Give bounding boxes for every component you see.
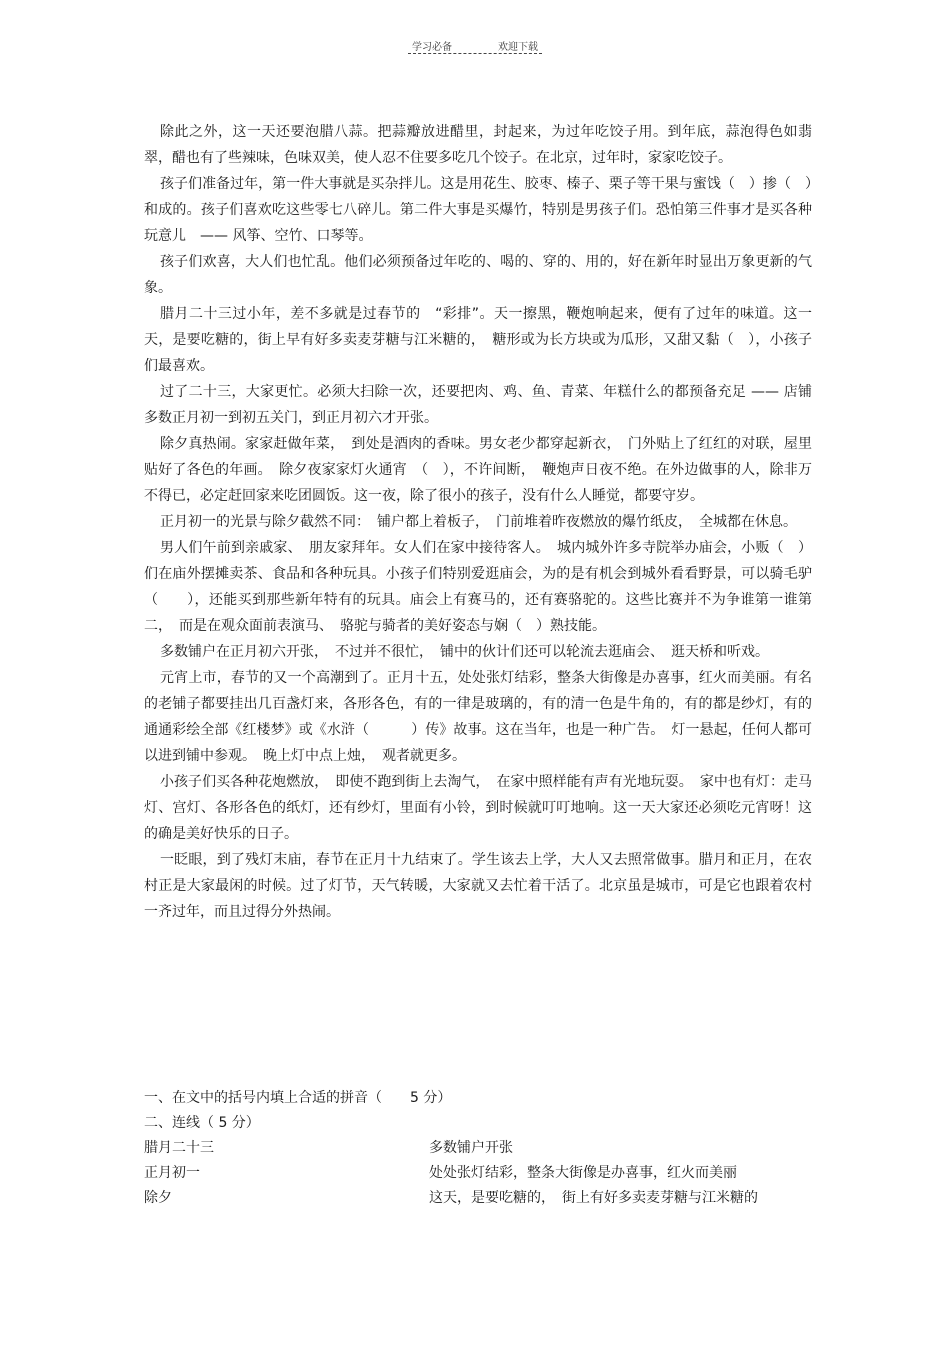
header-divider — [408, 53, 542, 54]
paragraph: 正月初一的光景与除夕截然不同： 铺户都上着板子， 门前堆着昨夜燃放的爆竹纸皮， 全城都在休息。 — [160, 514, 797, 530]
header-left-text: 学习必备 — [412, 42, 452, 53]
paragraph: 元宵上市，春节的又一个高潮到了。正月十五，处处张灯结彩，整条大街像是办喜事，红火而美丽。有名的老铺子都要挂出几百盏灯来，各形各色，有的一律是玻璃的，有的清一色是牛角的，有的都是纱灯，有的通通彩绘全部《红楼梦》或《水浒（ ）传》故事。这在当年，也是一种广告。 灯一悬起，任何人都可以进到铺中参观。 晚上灯中点上烛， 观者就更多。 — [144, 670, 812, 764]
paragraph: 男人们午前到亲戚家、 朋友家拜年。女人们在家中接待客人。 城内城外许多寺院举办庙会，小贩（ ）们在庙外摆摊卖茶、食品和各种玩具。小孩子们特别爱逛庙会，为的是有机会到城外看看野景，可以骑毛驴（ ），还能买到那些新年特有的玩具。庙会上有赛马的，还有赛骆驼的。这些比赛并不为争谁第一谁第二， 而是在观众面前表演马、 骆驼与骑者的美好姿态与娴（ ）熟技能。 — [144, 540, 812, 634]
matching-right-item: 这天，是要吃糖的， 街上有好多卖麦芽糖与江米糖的 — [429, 1190, 758, 1206]
paragraph: 腊月二十三过小年，差不多就是过春节的 “彩排”。天一擦黑，鞭炮响起来，便有了过年的味道。这一天，是要吃糖的，街上早有好多卖麦芽糖与江米糖的， 糖形或为长方块或为瓜形，又甜又黏（ ），小孩子们最喜欢。 — [144, 306, 812, 374]
page-header — [0, 38, 950, 53]
matching-left-item: 腊月二十三 — [144, 1140, 214, 1156]
matching-row — [144, 1136, 812, 1161]
header-right-text: 欢迎下载 — [498, 42, 538, 53]
matching-row — [144, 1186, 812, 1211]
matching-right-item: 处处张灯结彩，整条大街像是办喜事，红火而美丽 — [429, 1165, 737, 1181]
paragraph: 孩子们准备过年，第一件大事就是买杂拌儿。这是用花生、胶枣、榛子、栗子等干果与蜜饯（ ）掺（ ）和成的。孩子们喜欢吃这些零七八碎儿。第二件大事是买爆竹，特别是男孩子们。恐怕第三件事才是买各种玩意儿 —— 风筝、空竹、口琴等。 — [144, 176, 812, 244]
exercise-section — [144, 1086, 812, 1211]
matching-left-item: 除夕 — [144, 1190, 172, 1206]
paragraph: 除此之外，这一天还要泡腊八蒜。把蒜瓣放进醋里，封起来，为过年吃饺子用。到年底，蒜泡得色如翡翠，醋也有了些辣味，色味双美，使人忍不住要多吃几个饺子。在北京，过年时，家家吃饺子。 — [144, 124, 812, 166]
paragraph: 多数铺户在正月初六开张， 不过并不很忙， 铺中的伙计们还可以轮流去逛庙会、 逛天桥和听戏。 — [160, 644, 769, 660]
paragraph: 过了二十三，大家更忙。必须大扫除一次，还要把肉、鸡、鱼、青菜、年糕什么的都预备充足 —— 店铺多数正月初一到初五关门，到正月初六才开张。 — [144, 384, 812, 426]
matching-left-item: 正月初一 — [144, 1165, 200, 1181]
paragraph: 小孩子们买各种花炮燃放， 即使不跑到街上去淘气， 在家中照样能有声有光地玩耍。 家中也有灯：走马灯、宫灯、各形各色的纸灯，还有纱灯，里面有小铃，到时候就叮叮地响。这一天大家还必须吃元宵呀！这的确是美好快乐的日子。 — [144, 774, 812, 842]
question-matching: 二、连线（ 5 分） — [144, 1115, 260, 1131]
matching-right-item: 多数铺户开张 — [429, 1140, 513, 1156]
paragraph: 一眨眼，到了残灯末庙，春节在正月十九结束了。学生该去上学，大人又去照常做事。腊月和正月，在农村正是大家最闲的时候。过了灯节，天气转暖，大家就又去忙着干活了。北京虽是城市，可是它也跟着农村一齐过年，而且过得分外热闹。 — [144, 852, 812, 920]
paragraph: 除夕真热闹。家家赶做年菜， 到处是酒肉的香味。男女老少都穿起新衣， 门外贴上了红红的对联，屋里贴好了各色的年画。 除夕夜家家灯火通宵 （ ），不许间断， 鞭炮声日夜不绝。在外边做事的人，除非万不得已，必定赶回家来吃团圆饭。这一夜，除了很小的孩子，没有什么人睡觉，都要守岁。 — [144, 436, 812, 504]
question-pinyin: 一、在文中的括号内填上合适的拼音（ 5 分） — [144, 1090, 452, 1106]
matching-row — [144, 1161, 812, 1186]
paragraph: 孩子们欢喜，大人们也忙乱。他们必须预备过年吃的、喝的、穿的、用的，好在新年时显出万象更新的气象。 — [144, 254, 812, 296]
article-body — [144, 119, 812, 925]
